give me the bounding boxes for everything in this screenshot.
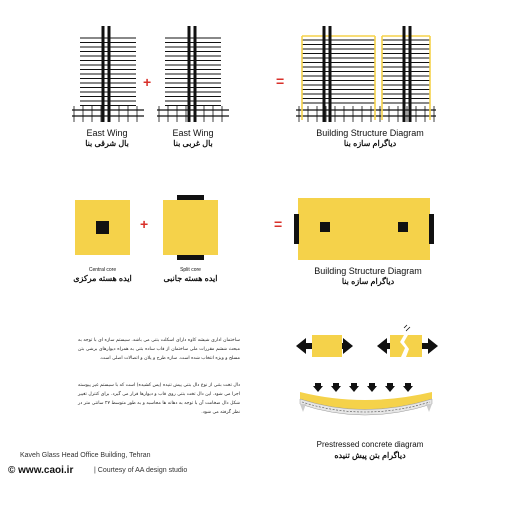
core-structure-diagram-label: Building Structure Diagram bbox=[314, 266, 422, 276]
central-core-label: Central core bbox=[88, 267, 117, 273]
prestress-crack-diagram bbox=[377, 325, 438, 357]
description-paragraph-2: دال تخت بتنی از نوع دال بتنی پیش تنیده (پس کشیده) است که با سیستم غیر پیوسته اجرا می شود. این دال تخت بتنی روی قاب و دیوارها قرار می گیرد. برای کنترل تغییر شکل دال ضخامت آن با توجه به دهانه ها محاسبه و به طور متوسط ۲۷ سانتی متر در نظر گرفته می شود. bbox=[78, 383, 240, 415]
core-structure-diagram-label-fa: دیاگرام سازه بنا bbox=[341, 277, 395, 286]
combined-core-diagram bbox=[294, 198, 434, 260]
description-paragraph-1: ساختمان اداری شیشه کاوه دارای اسکلت بتنی می باشد. سیستم سازه ای با توجه به مبحث ششم مقررات ملی ساختمان از قاب ساده بتنی به همراه دیوارهای برشی بتن مسلح و ویژه انتخاب شده است. سازه طرح و پلان و اتصالات اصلی است. bbox=[78, 338, 240, 361]
prestress-beam-diagram bbox=[300, 383, 432, 415]
east-wing-diagram bbox=[72, 26, 144, 122]
project-caption: Kaveh Glass Head Office Building, Tehran bbox=[20, 452, 151, 459]
equals-operator-core: = bbox=[274, 216, 283, 232]
structure-diagram-label-fa: دیاگرام سازه بنا bbox=[343, 139, 397, 148]
west-wing-diagram bbox=[157, 26, 229, 122]
site-credit[interactable]: © www.caoi.ir bbox=[8, 465, 74, 476]
equals-operator: = bbox=[276, 73, 285, 89]
west-wing-label-fa: بال غربی بنا bbox=[173, 139, 213, 148]
central-core-diagram bbox=[75, 200, 130, 255]
prestress-compression-diagram bbox=[296, 335, 353, 357]
east-wing-label: East Wing bbox=[86, 128, 128, 138]
combined-structure-diagram bbox=[296, 26, 436, 122]
split-core-diagram bbox=[163, 195, 218, 260]
split-core-label-fa: ایده هسته جانبی bbox=[163, 274, 218, 283]
plus-operator: + bbox=[143, 74, 152, 90]
plus-operator-core: + bbox=[140, 216, 149, 232]
prestressed-diagram-label-fa: دیاگرام بتن پیش تنیده bbox=[334, 451, 406, 460]
split-core-label: Split core bbox=[180, 267, 201, 273]
west-wing-label: East Wing bbox=[172, 128, 214, 138]
courtesy-credit: | Courtesy of AA design studio bbox=[94, 467, 188, 474]
east-wing-label-fa: بال شرقی بنا bbox=[85, 139, 129, 148]
central-core-label-fa: ایده هسته مرکزی bbox=[73, 274, 132, 283]
prestressed-diagram-label: Prestressed concrete diagram bbox=[316, 440, 424, 449]
structure-diagram-label: Building Structure Diagram bbox=[316, 128, 424, 138]
